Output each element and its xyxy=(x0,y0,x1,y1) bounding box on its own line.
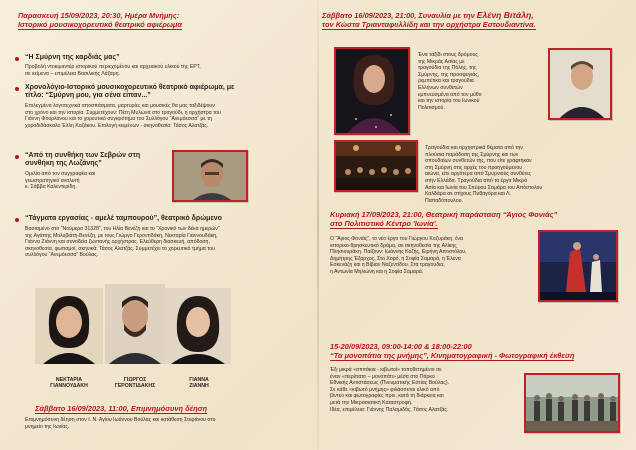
banner-subtitle-line xyxy=(330,351,630,360)
exhibit-photo xyxy=(524,373,620,433)
body-line: Τραγούδια και ορχηστρικά θέματα από την xyxy=(425,145,523,151)
actor-portrait-image xyxy=(165,288,231,364)
body-line: Γιάννα Ζιάννη και συνοδεία ζωντανής ορχήστρας. Ελεύθερη διασκευή, απόδοση, xyxy=(25,239,210,246)
concert-body-1 xyxy=(418,52,528,111)
body-line: Παπαδόπουλου. xyxy=(425,197,463,204)
banner-date-line xyxy=(322,11,634,20)
body-line: Ασία και Ιωνία του Σπύρου Σαμάρα του Απόστολου xyxy=(425,184,543,191)
name-line: ΝΕΚΤΑΡΙΑ xyxy=(55,377,83,383)
body-line: κ. Σάββα Καλεντερίδη. xyxy=(25,184,77,191)
title-line: τίτλο: “Σμύρνη μου, για σένα είπαν...” xyxy=(25,92,151,100)
orchestra-photo xyxy=(334,140,418,192)
body-line: Επιλεγμένα λογοτεχνικά αποσπάσματα, μαρτυρίες και μουσικές θα μας ταξιδέψουν xyxy=(25,103,215,109)
speaker-portrait-image xyxy=(174,152,248,202)
banner-artist-text: Ελένη Βιτάλη, xyxy=(476,10,534,20)
name-line: ΓΙΩΡΓΟΣ xyxy=(123,377,147,383)
body-line: αιώνα, είτε αργότερα από Σμυρνιούς συνθέτες xyxy=(425,171,532,178)
body-line: Ελλήνων συνθετών xyxy=(418,84,463,91)
actor-photo xyxy=(105,284,165,364)
banner-subtitle-text: τον Κώστα Τριανταφυλλίδη και την ορχήστρα Εστουδιαντίνα. xyxy=(322,20,536,29)
body-line: έναν «περίπατο – μονοπάτι» μέσα στο Πάρκο xyxy=(330,373,435,380)
item-title xyxy=(25,152,175,169)
banner-date-line: Κυριακή 17/09/2023, 21:00, Θεατρική παράσταση “Άγιος Φονιάς” xyxy=(330,210,558,219)
banner-subtitle-text: στο Πολιτιστικό Κέντρο 'Ιωνία'. xyxy=(330,219,438,228)
item-title: “Η Σμύρνη της καρδιάς μας” xyxy=(25,54,120,61)
male-singer-photo xyxy=(548,48,612,120)
actor-name xyxy=(36,377,102,390)
body-line: Γιάννη Φουρλάνου και το χορευτικό συγκρότημα του Συλλόγου “Ανεμόεσσα” με τη xyxy=(25,116,213,123)
memorial-body xyxy=(25,417,310,430)
banner-subtitle-line xyxy=(330,219,630,228)
name-line: ΓΕΡΟΝΤΙΔΑΚΗΣ xyxy=(114,383,156,390)
body-line: Βασισμένο στο “Νούμερο 31328”, του Ηλία Βενέζη και το “Χρονικό των δέκα ημερών” xyxy=(25,226,220,232)
body-line: εμπνευσμένα από τον μύθο xyxy=(418,91,482,98)
body-line: Καλδάρα σε στίχους Πυθαγόρα και Λ. xyxy=(425,191,511,198)
body-line: Εθνικής Αντιστάσεως (Πνευματικής Εστίας Βούλας). xyxy=(330,380,450,387)
body-line: Εσκενάζη και η Βίβιαν Ναζεντίδου. Στα τραγούδια, xyxy=(330,262,445,269)
body-line: Ένα ταξίδι στους δρόμους xyxy=(418,52,478,58)
body-line: γεωστρατηγικό αναλυτή xyxy=(25,177,80,184)
body-line: της Αγάπης Μολυβιάτη-Βενέζη, με τους Γιώργο Γεροντιδάκη, Νεκταρία Γιαννουδάκη, xyxy=(25,232,218,239)
body-line: βίντεο και φωτογραφίες πριν, κατά τη διάρκεια και xyxy=(330,393,444,400)
bullet-icon xyxy=(15,218,19,222)
item-body xyxy=(25,226,315,259)
male-singer-portrait-image xyxy=(550,50,612,120)
bullet-icon xyxy=(15,87,19,91)
body-line: συλλόγου “Ανεμόεσσα” Βούλας. xyxy=(25,252,99,259)
body-line: πλούσια παράδοση της Σμύρνης και των xyxy=(425,151,519,158)
body-line: σε κείμενα – επιμέλεια Βασιλικής Λάζαρη. xyxy=(25,70,120,77)
singer-portrait-image xyxy=(336,49,410,135)
actor-name xyxy=(102,377,168,390)
item-body xyxy=(25,103,315,129)
right-column xyxy=(320,0,636,450)
body-line: Πολιτισμού. xyxy=(418,104,445,111)
body-line: Ομιλία από τον συγγραφέα και xyxy=(25,171,96,177)
theatre-body xyxy=(330,236,530,276)
body-line: μετά την Μικρασιατική Καταστροφή. xyxy=(330,399,413,406)
body-line: Πλησιουράκη. Παίζουν: Ιωάννης Κοζής, Ειρήνη Αποστόλου, xyxy=(330,249,467,256)
name-line: ΓΙΑΝΝΟΥΔΑΚΗ xyxy=(50,383,88,390)
left-column xyxy=(0,0,316,450)
theatre-scene-image xyxy=(540,232,618,302)
body-line: Έξι μικρά «σπιτάκια - κιβωτοί» τοποθετημένοι σε xyxy=(330,367,442,373)
bullet-icon xyxy=(15,155,19,159)
item-body xyxy=(25,64,310,77)
body-line: στη Σμύρνη στις αρχές του προηγούμενου xyxy=(425,164,523,171)
concert-body-2 xyxy=(425,145,630,204)
body-line: τραγούδια της Πόλης, της xyxy=(418,65,477,72)
banner-text: Σάββατο 16/09/2023, 11:00, Επιμνημόσυνη δέηση xyxy=(35,404,208,413)
left-bottom-banner xyxy=(35,404,315,413)
actor-photo xyxy=(165,288,231,364)
item-title: “Τάγματα εργασίας - αμελέ ταμπουρού”, θεατρικό δρώμενο xyxy=(25,215,222,222)
theatre-photo xyxy=(538,230,618,302)
body-line: Ιδέα, επιμέλεια: Γιάννης Παλαμιδάς, Τάσος Αλατζάς. xyxy=(330,406,449,413)
body-line: Προβολή ντοκιμαντέρ ιστορικού περιεχομένου και αρχειακού υλικού της ΕΡΤ, xyxy=(25,64,201,70)
actor-photo xyxy=(35,288,103,364)
name-line: ΖΙΑΝΝΗ xyxy=(189,383,209,390)
banner-subtitle-line xyxy=(322,20,634,29)
exhibit-crowd-image xyxy=(526,375,620,433)
body-line: Ο “Άγιος Φονιάς”, το νέο έργο του Γιώργου Κοζυράκη, ένα xyxy=(330,236,464,242)
actor-name xyxy=(166,377,232,390)
body-line: χοροδιδάσκαλο Έλλη Καζάκου. Επιλογή κειμένων - σκηνοθεσία: Τάσος Αλατζάς. xyxy=(25,122,209,129)
body-line: ιστορικο-θρησκευτικό δράμα, σε σκηνοθεσία της Αλίκης xyxy=(330,242,457,249)
actor-portrait-image xyxy=(105,284,165,364)
right-mid-banner xyxy=(330,210,630,228)
speaker-photo xyxy=(172,150,248,202)
body-line: Σμύρνης, της προσφυγιάς, xyxy=(418,71,480,78)
actor-portrait-image xyxy=(35,288,103,364)
title-line: Χρονολόγιο-Ιστορικό μουσικοχορευτικό θεατρικό αφιέρωμα, με xyxy=(25,84,235,91)
body-line: στο χρόνο και την ιστορία. Συμμετέχουν: Πέτη Μυλωνά στο τραγούδι, η ορχήστρα του xyxy=(25,109,221,116)
banner-subtitle-text: Ιστορικό μουσικοχορευτικό θεατρικό αφιέρωμα xyxy=(18,20,182,29)
banner-date-text: Σάββατο 16/09/2023, 21:00, Συναυλία με την xyxy=(322,11,477,20)
singer-photo xyxy=(334,47,410,135)
body-line: ρεμπέτικα και τραγούδια xyxy=(418,78,474,85)
body-line: η Αντωνία Μηλιώνη και η Σοφία Σαμαρά. xyxy=(330,268,424,275)
body-line: μνημείο της Ιωνίας. xyxy=(25,423,70,430)
exhibit-body xyxy=(330,367,530,413)
item-title xyxy=(25,84,310,101)
title-line: “Από τη συνθήκη των Σεβρών στη xyxy=(25,152,141,159)
left-top-banner xyxy=(18,11,308,29)
banner-date-line: 15-20/09/2023, 09:00-14:00 & 18:00-22:00 xyxy=(330,342,472,351)
name-line: ΓΙΑΝΝΑ xyxy=(189,377,209,383)
bullet-icon xyxy=(15,57,19,61)
body-line: σκηνοθεσία, φωτισμοί, σκηνικά: Τάσος Αλατζάς. Συμμετέχει το χορευτικό τμήμα του xyxy=(25,245,215,252)
body-line: σπουδαίων συνθετών της, που είτε γράφτηκαν xyxy=(425,158,532,165)
body-line: της Μικράς Ασίας με xyxy=(418,58,465,65)
banner-subtitle-line xyxy=(18,20,308,29)
body-line: και την ιστορία του Ιωνικού xyxy=(418,98,480,105)
orchestra-image xyxy=(336,142,418,192)
right-bottom-banner xyxy=(330,342,630,360)
title-line: συνθήκη της Λωζάνης” xyxy=(25,160,102,168)
body-line: στην Ελλάδα. Τραγούδια από τα έργα Μικρά xyxy=(425,177,527,184)
page-fold xyxy=(317,0,319,450)
body-line: Επιμνημόσυνη δέηση στον Ι. Ν. Αγίου Ιωάννου Βούλας και κατάθεση Στεφάνου στο xyxy=(25,417,216,423)
banner-subtitle-text: “Τα μονοπάτια της μνήμης”, Κινηματογραφική - Φωτογραφική έκθεση xyxy=(330,351,575,360)
body-line: Δημήτρης Έξαρχος, Στο Χορό, η Σοφία Σαμαρά, η Έλενα xyxy=(330,255,461,262)
body-line: Σε κάθε «κιβωτό μνήμης» φιλάσσεται υλικό από xyxy=(330,386,440,393)
right-top-banner xyxy=(322,11,634,29)
banner-date-line: Παρασκευή 15/09/2023, 20:30, Ημέρα Μνήμης: xyxy=(18,11,180,20)
item-body xyxy=(25,171,165,191)
